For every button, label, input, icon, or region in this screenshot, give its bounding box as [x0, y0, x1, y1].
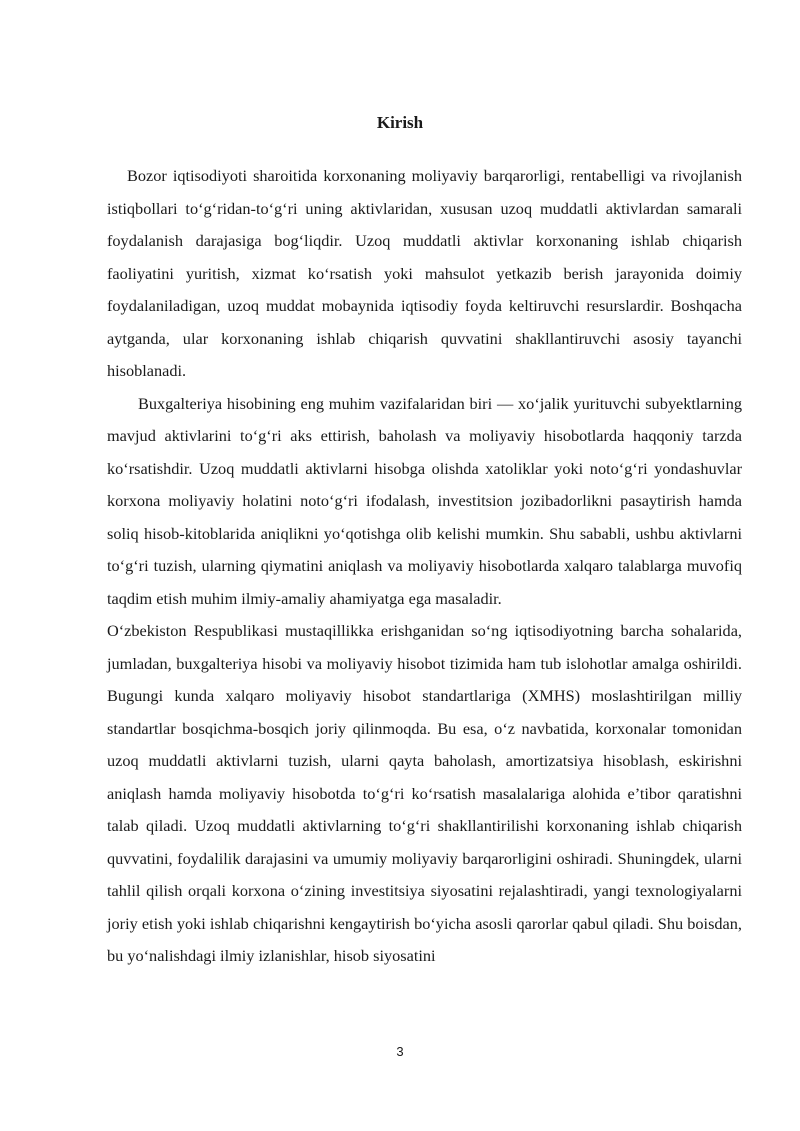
section-title: Kirish [376, 113, 424, 132]
paragraph-intro: Bozor iqtisodiyoti sharoitida korxonaning moliyaviy barqarorligi, rentabelligi va rivojlanish istiqbollari to‘g‘ridan-to‘g‘ri uning aktivlaridan, xususan uzoq muddatli aktivlardan samarali foydalanish darajasiga bog‘liqdir. Uzoq muddatli aktivlar korxonaning ishlab chiqarish faoliyatini yuritish, xizmat ko‘rsatish yoki mahsulot yetkazib berish jarayonida doimiy foydalaniladigan, uzoq muddat mobaynida iqtisodiy foyda keltiruvchi resurslardir. Boshqacha aytganda, ular korxonaning ishlab chiqarish quvvatini shakllantiruvchi asosiy tayanchi hisoblanadi. [107, 166, 742, 380]
paragraph-accounting-tasks: Buxgalteriya hisobining eng muhim vazifalaridan biri — xo‘jalik yurituvchi subyektlarning mavjud aktivlarini to‘g‘ri aks ettirish, baholash va moliyaviy hisobotlarda haqqoniy tarzda ko‘rsatishdir. Uzoq muddatli aktivlarni hisobga olishda xatoliklar yoki noto‘g‘ri yondashuvlar korxona moliyaviy holatini noto‘g‘ri ifodalash, investitsion jozibadorlikni pasaytirish hamda soliq hisob-kitoblarida aniqlikni yo‘qotishga olib kelishi mumkin. Shu sababli, ushbu aktivlarni to‘g‘ri tuzish, ularning qiymatini aniqlash va moliyaviy hisobotlarda xalqaro talablarga muvofiq taqdim etish muhim ilmiy-amaliy ahamiyatga ega masaladir. [107, 393, 742, 608]
paragraph-reforms: O‘zbekiston Respublikasi mustaqillikka erishganidan so‘ng iqtisodiyotning barcha sohalarida, jumladan, buxgalteriya hisobi va moliyaviy hisobot tizimida ham tub islohotlar amalga oshirildi. Bugungi kunda xalqaro moliyaviy hisobot standartlariga (XMHS) moslashtirilgan milliy standartlar bosqichma-bosqich joriy qilinmoqda. Bu esa, o‘z navbatida, korxonalar tomonidan uzoq muddatli aktivlarni tuzish, ularni qayta baholash, amortizatsiya hisoblash, eskirishni aniqlash hamda moliyaviy hisobotda to‘g‘ri ko‘rsatish masalalariga alohida e’tibor qaratishni talab qiladi. Uzoq muddatli aktivlarning to‘g‘ri shakllantirilishi korxonaning ishlab chiqarish quvvatini, foydalilik darajasini va umumiy moliyaviy barqarorligini oshiradi. Shuningdek, ularni tahlil qilish orqali korxona o‘zining investitsiya siyosatini rejalashtiradi, yangi texnologiyalarni joriy etish yoki ishlab chiqarishni kengaytirish bo‘yicha asosli qarorlar qabul qiladi. Shu boisdan, bu yo‘nalishdagi ilmiy izlanishlar, hisob siyosatini [107, 621, 742, 965]
body-text [107, 160, 742, 973]
page-number: 3 [396, 1044, 404, 1059]
